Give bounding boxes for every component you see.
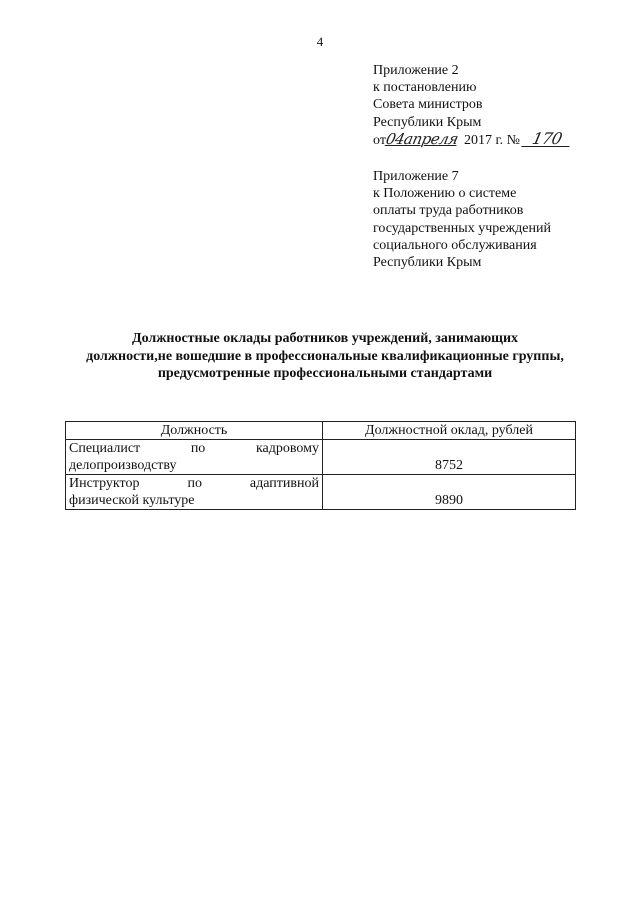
column-header-salary: Должностной оклад, рублей (323, 422, 576, 440)
title-line: предусмотренные профессиональными стандартами (157, 366, 493, 382)
appendix-line: социального обслуживания (373, 237, 537, 253)
appendix-line: к постановлению (373, 80, 477, 96)
appendix-line: к Положению о системе (373, 186, 517, 202)
position-word: по (190, 441, 206, 456)
handwritten-decree-number: 170 (522, 131, 573, 147)
position-word: Специалист (69, 441, 141, 456)
column-header-position: Должность (66, 422, 323, 440)
position-cell (66, 475, 323, 510)
position-word: адаптивной (249, 476, 319, 491)
table-row (66, 475, 576, 510)
salary-cell: 8752 (323, 440, 576, 475)
appendix-line: оплаты труда работников (373, 203, 524, 219)
appendix-decree-block (373, 62, 571, 149)
title-line: Должностные оклады работников учреждений, занимающих (131, 331, 519, 346)
document-title (60, 330, 590, 383)
appendix-regulation-block (373, 168, 551, 271)
handwritten-date: 04апреля (384, 129, 460, 148)
position-line-2: делопроизводству (69, 458, 177, 473)
appendix-line: Приложение 2 (373, 63, 459, 78)
decree-date-row (373, 128, 571, 149)
salary-cell: 9890 (323, 475, 576, 510)
appendix-line: государственных учреждений (373, 220, 551, 236)
position-line-2: физической культуре (69, 493, 195, 508)
salary-table (65, 421, 576, 510)
appendix-line: Республики Крым (373, 255, 482, 271)
position-word: по (187, 476, 202, 491)
position-word: кадровому (255, 441, 319, 456)
date-prefix: от (373, 132, 386, 148)
page-number: 4 (316, 34, 324, 49)
position-word: Инструктор (69, 476, 140, 491)
appendix-line: Республики Крым (373, 114, 482, 130)
year-text: 2017 г. № (463, 132, 520, 148)
table-header-row (66, 422, 576, 440)
position-cell (66, 440, 323, 475)
table-row (66, 440, 576, 475)
appendix-line: Приложение 7 (373, 169, 459, 184)
title-line: должности,не вошедшие в профессиональные квалификационные группы, (86, 348, 564, 364)
appendix-line: Совета министров (373, 97, 483, 113)
